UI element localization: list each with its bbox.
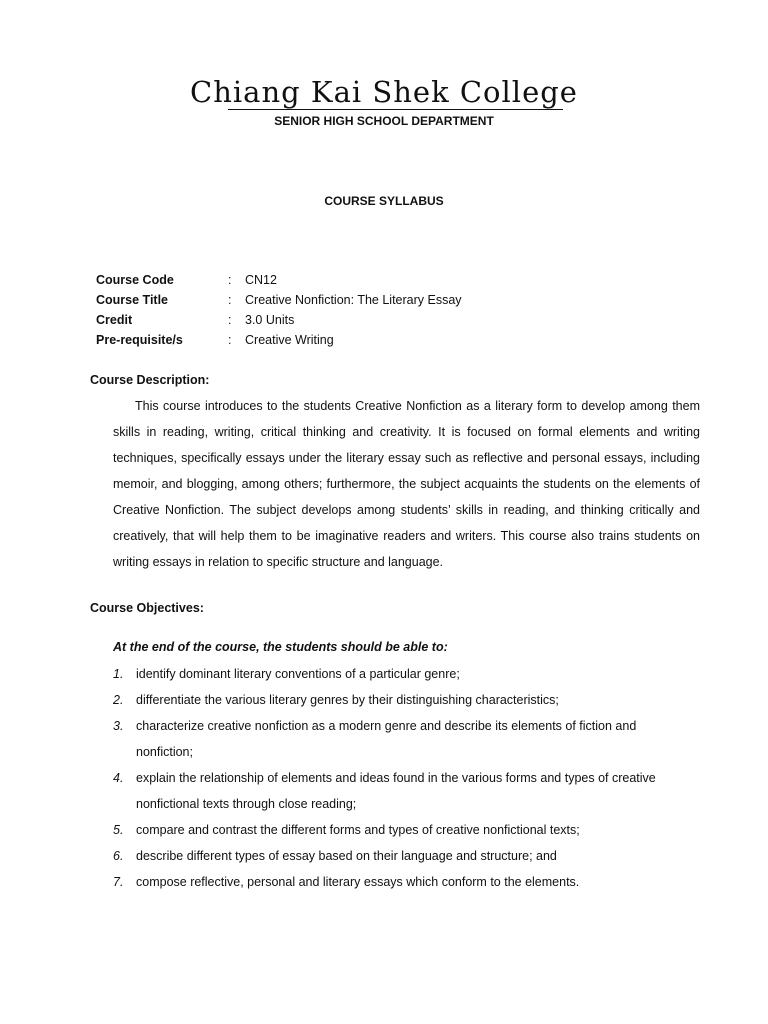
list-number: 4. xyxy=(113,771,124,785)
objectives-list xyxy=(113,661,693,895)
list-item-text: characterize creative nonfiction as a modern genre and describe its elements of fiction and nonfiction; xyxy=(136,719,637,759)
colon-separator: : xyxy=(228,293,232,307)
list-item-text: identify dominant literary conventions of a particular genre; xyxy=(136,667,460,681)
objectives-intro: At the end of the course, the students should be able to: xyxy=(113,640,448,654)
colon-separator: : xyxy=(228,333,232,347)
list-item xyxy=(113,661,693,687)
list-number: 6. xyxy=(113,849,124,863)
list-item-text: explain the relationship of elements and ideas found in the various forms and types of creative nonfictional texts through close reading; xyxy=(136,771,656,811)
list-item xyxy=(113,713,693,765)
colon-separator: : xyxy=(228,273,232,287)
course-description-heading: Course Description: xyxy=(90,373,210,387)
list-number: 7. xyxy=(113,875,124,889)
colon-separator: : xyxy=(228,313,232,327)
list-number: 3. xyxy=(113,719,124,733)
list-number: 1. xyxy=(113,667,124,681)
college-name: Chiang Kai Shek College xyxy=(190,75,578,109)
list-item-text: compose reflective, personal and literary essays which conform to the elements. xyxy=(136,875,580,889)
list-item xyxy=(113,687,693,713)
course-code-label: Course Code xyxy=(96,273,174,287)
list-item xyxy=(113,765,693,817)
course-description-text: This course introduces to the students Creative Nonfiction as a literary form to develop among them skills in reading, writing, critical thinking and creativity. It is focused on formal elements and writing techniques, specifically essays under the literary essay such as reflective and personal essays, including memoir, and blogging, among others; furthermore, the subject acquaints the students on the elements of Creative Nonfiction. The subject develops among students’ skills in reading, and thinking critically and creatively, that will help them to be imaginative readers and writers. This course also trains students on writing essays in relation to specific structure and language. xyxy=(113,399,700,569)
prerequisite-label: Pre-requisite/s xyxy=(96,333,183,347)
list-item-text: compare and contrast the different forms and types of creative nonfictional texts; xyxy=(136,823,580,837)
credit-value: 3.0 Units xyxy=(245,313,295,327)
list-number: 5. xyxy=(113,823,124,837)
list-item-text: differentiate the various literary genres by their distinguishing characteristics; xyxy=(136,693,559,707)
department-title: SENIOR HIGH SCHOOL DEPARTMENT xyxy=(274,114,494,128)
course-code-value: CN12 xyxy=(245,273,277,287)
document-title: COURSE SYLLABUS xyxy=(324,194,444,208)
course-title-value: Creative Nonfiction: The Literary Essay xyxy=(245,293,462,307)
list-item xyxy=(113,843,693,869)
list-item xyxy=(113,817,693,843)
college-name-underline xyxy=(228,109,563,110)
list-number: 2. xyxy=(113,693,124,707)
prerequisite-value: Creative Writing xyxy=(245,333,334,347)
course-title-label: Course Title xyxy=(96,293,169,307)
list-item xyxy=(113,869,693,895)
course-objectives-heading: Course Objectives: xyxy=(90,601,204,615)
credit-label: Credit xyxy=(96,313,133,327)
list-item-text: describe different types of essay based on their language and structure; and xyxy=(136,849,557,863)
